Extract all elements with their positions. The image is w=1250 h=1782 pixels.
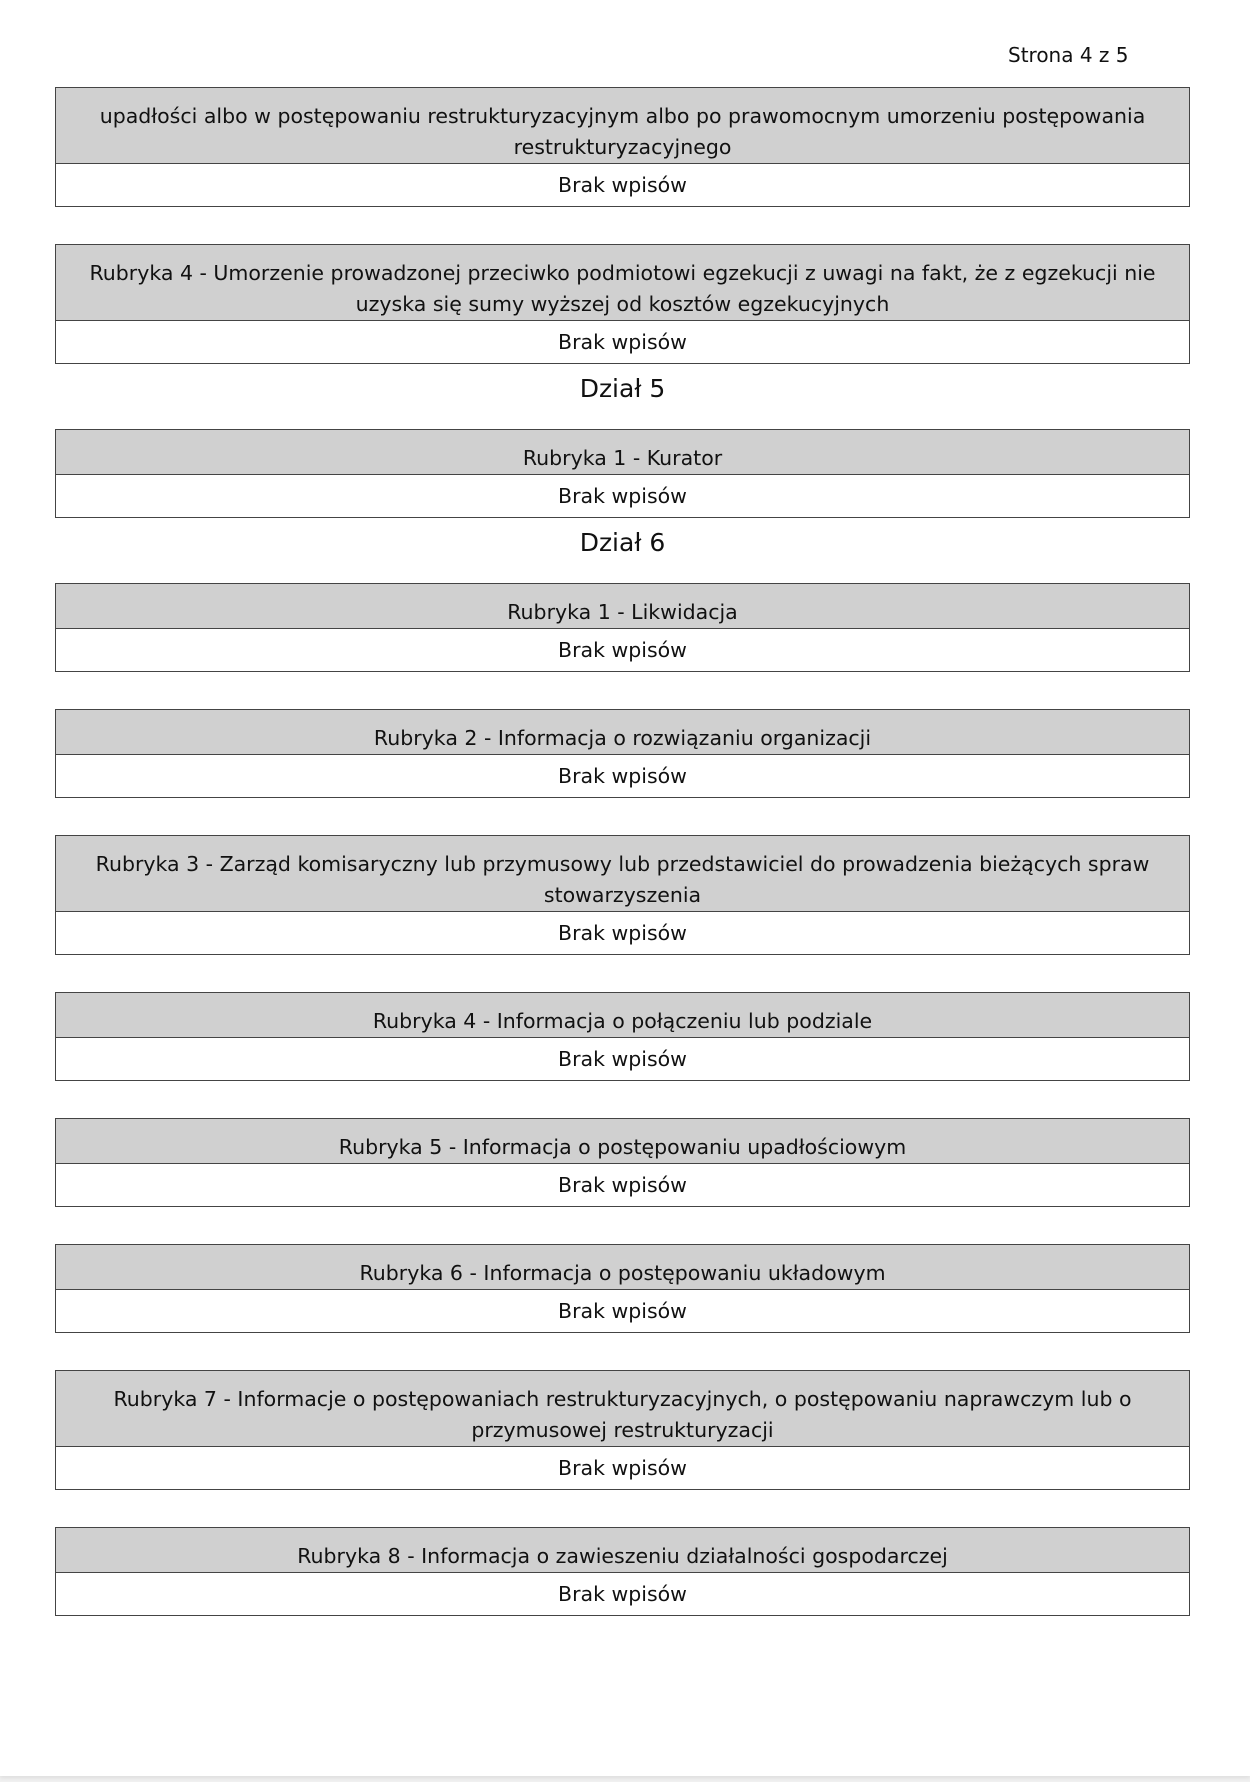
- rubric-body: Brak wpisów: [558, 1173, 687, 1197]
- rubric-box: [55, 87, 1190, 207]
- rubric-box: [55, 1527, 1190, 1616]
- rubric-body: Brak wpisów: [558, 764, 687, 788]
- rubric-body: Brak wpisów: [558, 921, 687, 945]
- page-number: Strona 4 z 5: [1008, 43, 1129, 67]
- rubric-header: Rubryka 4 - Umorzenie prowadzonej przeciwko podmiotowi egzekucji z uwagi na fakt, że z egzekucji nie uzyska się sumy wyższej od kosztów egzekucyjnych: [56, 245, 1189, 321]
- rubric-box: [55, 835, 1190, 955]
- rubric-header: Rubryka 8 - Informacja o zawieszeniu działalności gospodarczej: [56, 1528, 1189, 1573]
- rubric-box: [55, 992, 1190, 1081]
- rubric-body: Brak wpisów: [558, 1582, 687, 1606]
- rubric-box: [55, 709, 1190, 798]
- rubric-header: Rubryka 6 - Informacja o postępowaniu układowym: [56, 1245, 1189, 1290]
- rubric-box: [55, 429, 1190, 518]
- rubric-header: Rubryka 4 - Informacja o połączeniu lub podziale: [56, 993, 1189, 1038]
- section-heading: Dział 6: [579, 528, 666, 557]
- rubric-box: [55, 1118, 1190, 1207]
- rubric-body: Brak wpisów: [558, 638, 687, 662]
- section-heading: Dział 5: [579, 374, 666, 403]
- rubric-box: [55, 1244, 1190, 1333]
- rubric-box: [55, 1370, 1190, 1490]
- rubric-body: Brak wpisów: [558, 1456, 687, 1480]
- rubric-header: Rubryka 1 - Likwidacja: [56, 584, 1189, 629]
- rubric-header: Rubryka 7 - Informacje o postępowaniach restrukturyzacyjnych, o postępowaniu naprawczym lub o przymusowej restrukturyzacji: [56, 1371, 1189, 1447]
- rubric-header: Rubryka 5 - Informacja o postępowaniu upadłościowym: [56, 1119, 1189, 1164]
- rubric-body: Brak wpisów: [558, 1299, 687, 1323]
- rubric-body: Brak wpisów: [558, 330, 687, 354]
- rubric-header: Rubryka 3 - Zarząd komisaryczny lub przymusowy lub przedstawiciel do prowadzenia bieżących spraw stowarzyszenia: [56, 836, 1189, 912]
- rubric-body: Brak wpisów: [558, 1047, 687, 1071]
- rubric-header: upadłości albo w postępowaniu restrukturyzacyjnym albo po prawomocnym umorzeniu postępowania restrukturyzacyjnego: [56, 88, 1189, 164]
- rubric-box: [55, 244, 1190, 364]
- rubric-body: Brak wpisów: [558, 173, 687, 197]
- register-sections: [55, 87, 1190, 1653]
- rubric-body: Brak wpisów: [558, 484, 687, 508]
- rubric-header: Rubryka 1 - Kurator: [56, 430, 1189, 475]
- rubric-header: Rubryka 2 - Informacja o rozwiązaniu organizacji: [56, 710, 1189, 755]
- rubric-box: [55, 583, 1190, 672]
